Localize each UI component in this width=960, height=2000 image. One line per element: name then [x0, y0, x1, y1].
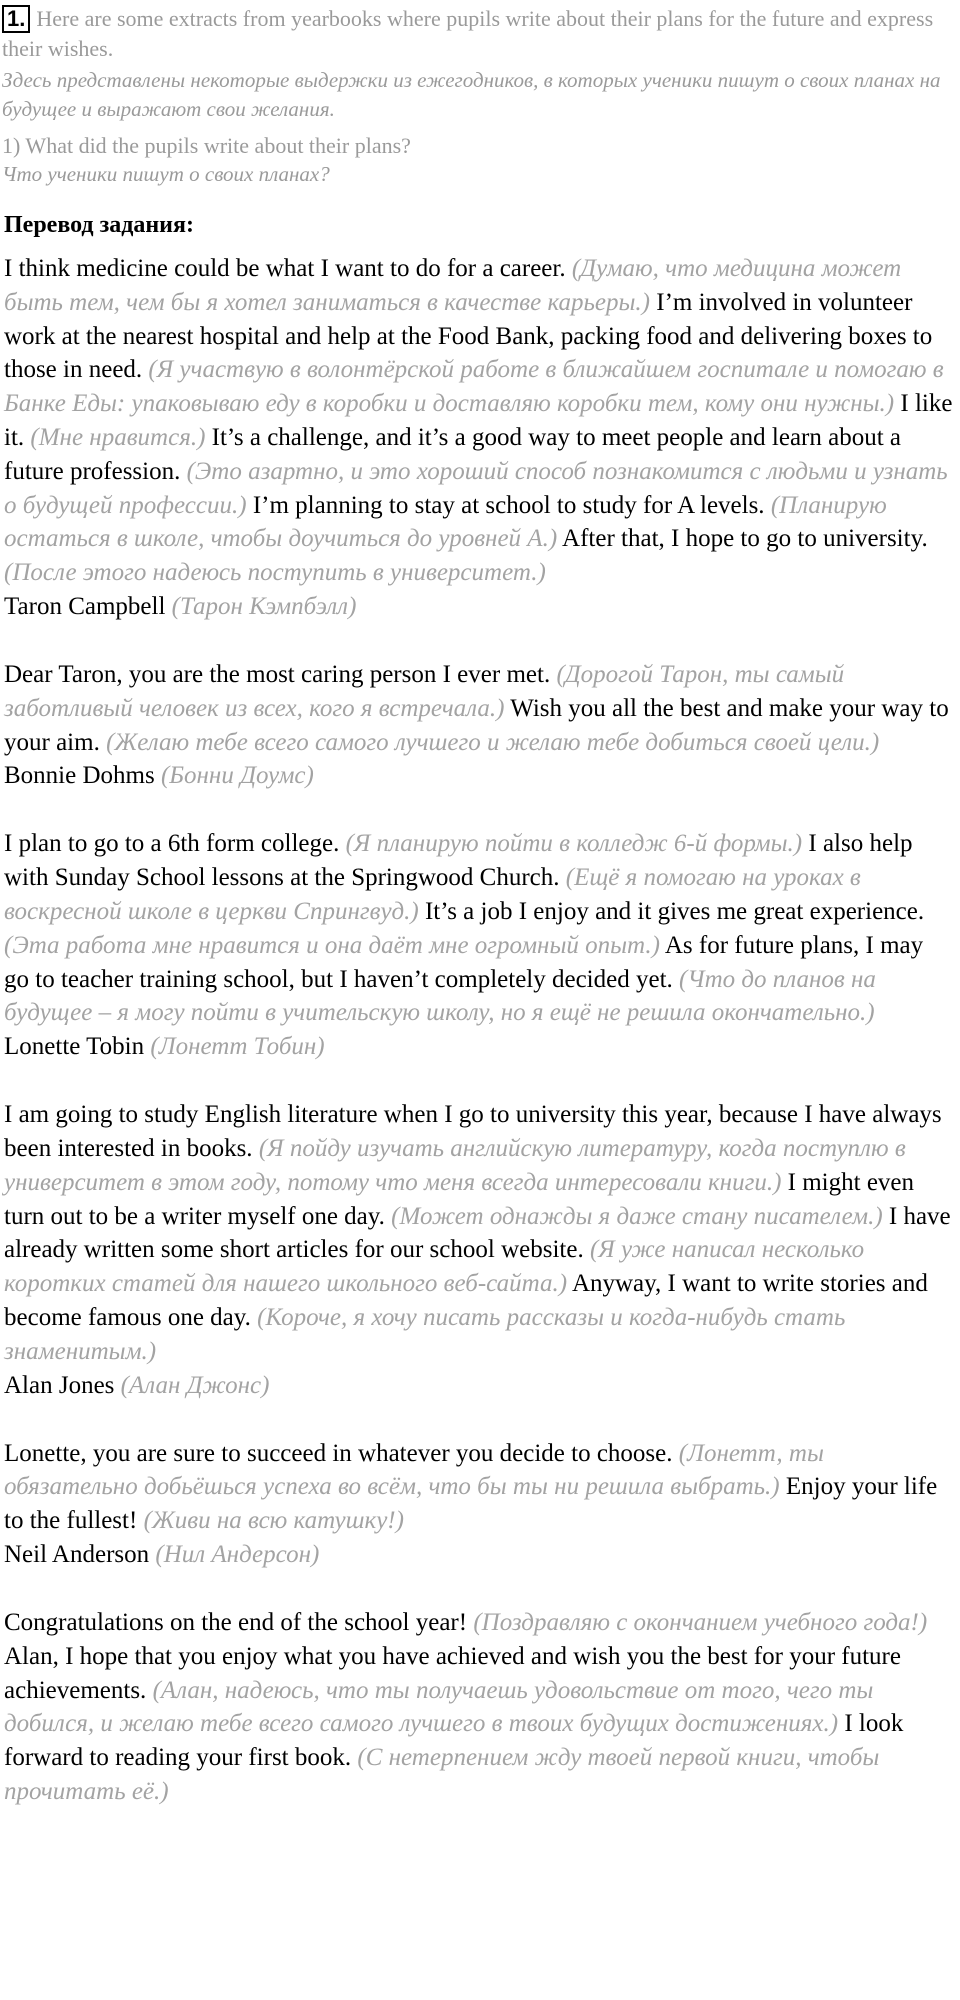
entry-author: [4, 1538, 954, 1572]
russian-translation: (Ещё я помогаю на уроках в воскресной школе в церкви Спрингвуд.): [4, 864, 861, 925]
russian-translation: (Живи на всю катушку!): [143, 1507, 404, 1535]
russian-translation: (С нетерпением жду твоей первой книги, чтобы прочитать её.): [4, 1744, 880, 1805]
question-russian: Что ученики пишут о своих планах?: [2, 162, 330, 186]
english-sentence: It’s a challenge, and it’s a good way to meet people and learn about a future profession.: [4, 423, 901, 485]
author-name: Taron Campbell: [4, 592, 166, 620]
russian-translation: (Желаю тебе всего самого лучшего и желаю тебе добиться своей цели.): [106, 728, 880, 756]
russian-translation: (Эта работа мне нравится и она даёт мне огромный опыт.): [4, 931, 660, 959]
english-sentence: Alan, I hope that you enjoy what you have achieved and wish you the best for your future achievements.: [4, 1642, 901, 1704]
paragraph-gap: [4, 624, 954, 658]
yearbook-entry-text: [4, 1606, 954, 1809]
russian-translation: (Я пойду изучать английскую литературу, когда поступлю в университет в этом году, потому что меня всегда интересовали книги.): [4, 1134, 906, 1196]
intro-english-text: Here are some extracts from yearbooks where pupils write about their plans for the future and express their wishes.: [2, 6, 934, 61]
english-sentence: Congratulations on the end of the school year!: [4, 1608, 468, 1636]
author-name-russian: (Тарон Кэмпбэлл): [171, 592, 357, 620]
entry-author: [4, 590, 954, 624]
english-sentence: I look forward to reading your first book.: [4, 1710, 904, 1772]
russian-translation: (Алан, надеюсь, что ты получаешь удовольствие от того, чего ты добился, и желаю тебе всего самого лучшего в твоих будущих достижениях.): [4, 1676, 874, 1738]
english-sentence: I also help with Sunday School lessons at the Springwood Church.: [4, 830, 913, 892]
russian-translation: (Лонетт, ты обязательно добьёшься успеха во всём, что бы ты ни решила выбрать.): [4, 1439, 824, 1501]
russian-translation: (Что до планов на будущее – я могу пойти в учительскую школу, но я ещё не решила окончательно.): [4, 965, 876, 1027]
yearbook-entry-text: [4, 1437, 954, 1538]
english-sentence: I’m involved in volunteer work at the nearest hospital and help at the Food Bank, packing food and delivering boxes to those in need.: [4, 288, 933, 384]
intro-russian: Здесь представлены некоторые выдержки из ежегодников, в которых ученики пишут о своих планах на будущее и выражают свои желания.: [2, 68, 941, 121]
russian-translation: (Короче, я хочу писать рассказы и когда-нибудь стать знаменитым.): [4, 1303, 846, 1365]
english-sentence: As for future plans, I may go to teacher training school, but I haven’t completely decided yet.: [4, 931, 924, 993]
russian-translation: (Думаю, что медицина может быть тем, чем бы я хотел заниматься в качестве карьеры.): [4, 255, 902, 316]
russian-translation: (Мне нравится.): [30, 423, 206, 451]
russian-translation: (Планирую остаться в школе, чтобы доучиться до уровней А.): [4, 491, 887, 553]
exercise-header: [2, 4, 952, 188]
question-english: 1) What did the pupils write about their plans?: [2, 133, 411, 158]
english-sentence: I think medicine could be what I want to do for a career.: [4, 255, 566, 282]
russian-translation: (Я участвую в волонтёрской работе в ближайшем госпитале и помогаю в Банке Еды: упаковываю еду в коробки и доставляю коробки тем, кому они нужны.): [4, 356, 944, 418]
english-sentence: Enjoy your life to the fullest!: [4, 1473, 938, 1535]
yearbook-entry-text: [4, 658, 954, 759]
author-name: Bonnie Dohms: [4, 762, 155, 790]
russian-translation: (Я планирую пойти в колледж 6-й формы.): [345, 830, 803, 858]
russian-translation: (Это азартно, и это хороший способ познакомится с людьми и узнать о будущей профессии.): [4, 457, 948, 519]
yearbook-entry-text: [4, 252, 954, 590]
russian-translation: (Может однажды я даже стану писателем.): [391, 1202, 883, 1230]
english-sentence: Anyway, I want to write stories and become famous one day.: [4, 1270, 928, 1331]
russian-translation: (Поздравляю с окончанием учебного года!): [473, 1608, 928, 1636]
paragraph-gap: [4, 793, 954, 827]
author-name-russian: (Алан Джонс): [120, 1371, 270, 1399]
english-sentence: I’m planning to stay at school to study for A levels.: [252, 491, 765, 519]
yearbook-entries: [4, 252, 954, 1809]
russian-translation: (Я уже написал несколько коротких статей для нашего школьного веб-сайта.): [4, 1236, 865, 1298]
entry-author: [4, 759, 954, 793]
task-number-box: 1.: [2, 5, 30, 33]
author-name: Neil Anderson: [4, 1540, 150, 1568]
yearbook-entry-text: [4, 827, 954, 1030]
english-sentence: Dear Taron, you are the most caring person I ever met.: [4, 660, 551, 688]
russian-translation: (После этого надеюсь поступить в университет.): [4, 559, 546, 587]
translation-heading: Перевод задания:: [4, 212, 194, 238]
english-sentence: I might even turn out to be a writer myself one day.: [4, 1168, 915, 1230]
author-name-russian: (Бонни Доумс): [160, 762, 314, 790]
russian-translation: (Дорогой Тарон, ты самый заботливый человек из всех, кого я встречала.): [4, 660, 845, 722]
author-name: Lonette Tobin: [4, 1033, 145, 1061]
english-sentence: Lonette, you are sure to succeed in whatever you decide to choose.: [4, 1439, 673, 1467]
yearbook-entry-text: [4, 1098, 954, 1368]
paragraph-gap: [4, 1403, 954, 1437]
english-sentence: I plan to go to a 6th form college.: [4, 830, 340, 858]
intro-english: [2, 4, 952, 64]
english-sentence: It’s a job I enjoy and it gives me great experience.: [424, 897, 925, 925]
english-sentence: I like it.: [4, 390, 953, 451]
english-sentence: After that, I hope to go to university.: [562, 525, 928, 553]
paragraph-gap: [4, 1572, 954, 1606]
english-sentence: I am going to study English literature when I go to university this year, because I have always been interested in books.: [4, 1101, 942, 1162]
author-name: Alan Jones: [4, 1371, 115, 1399]
author-name-russian: (Лонетт Тобин): [150, 1033, 325, 1061]
entry-author: [4, 1369, 954, 1403]
paragraph-gap: [4, 1064, 954, 1098]
english-sentence: Wish you all the best and make your way to your aim.: [4, 694, 949, 756]
author-name-russian: (Нил Андерсон): [155, 1540, 320, 1568]
entry-author: [4, 1030, 954, 1064]
english-sentence: I have already written some short articles for our school website.: [4, 1202, 951, 1264]
